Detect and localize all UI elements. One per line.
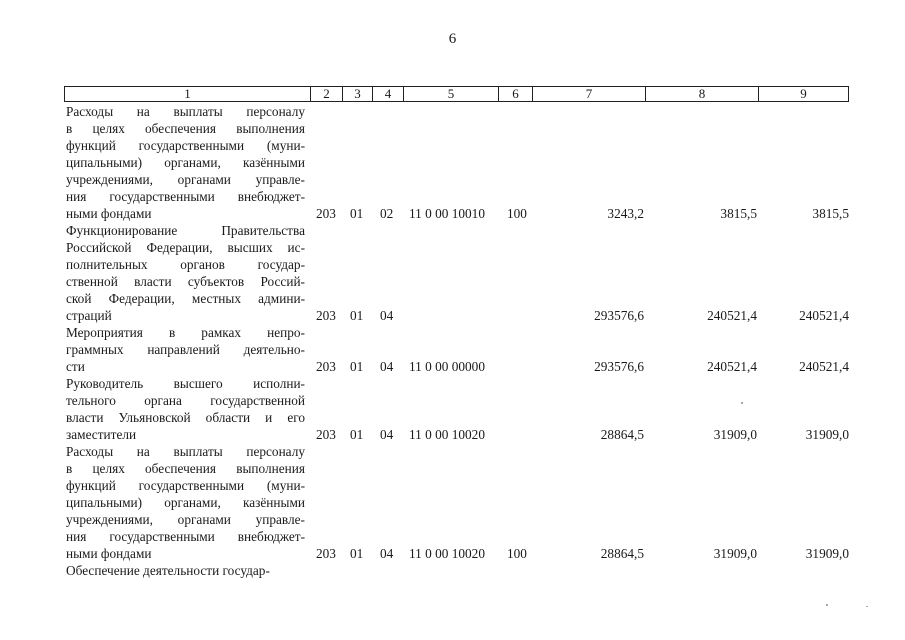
row-4-col-3: 01 — [350, 427, 364, 442]
row-2-line: Функционирование Правительства — [66, 223, 305, 238]
row-3-line: сти — [66, 359, 85, 374]
row-4-col-9: 31909,0 — [805, 427, 849, 442]
row-5-line: учреждениями, органами управле- — [66, 512, 305, 527]
row-2-line: ской Федерации, местных админи- — [66, 291, 305, 306]
row-1-line: функций государственными (муни- — [66, 138, 305, 153]
row-4-line: Руководитель высшего исполни- — [66, 376, 305, 391]
row-1-col-5: 11 0 00 10010 — [409, 206, 485, 221]
row-4-line: власти Ульяновской области и его — [66, 410, 305, 425]
scan-speck — [826, 604, 828, 606]
row-1-line: ния государственными внебюджет- — [66, 189, 305, 204]
header-col-1: 1 — [184, 86, 191, 101]
row-1-line: учреждениями, органами управле- — [66, 172, 305, 187]
row-5-line: функций государственными (муни- — [66, 478, 305, 493]
row-4-col-5: 11 0 00 10020 — [409, 427, 485, 442]
row-5-col-6: 100 — [507, 546, 527, 561]
row-3-col-9: 240521,4 — [799, 359, 849, 374]
row-1-line: ципальными) органами, казёнными — [66, 155, 305, 170]
row-5-col-5: 11 0 00 10020 — [409, 546, 485, 561]
row-6-line: Обеспечение деятельности государ- — [66, 563, 270, 578]
header-col-3: 3 — [342, 87, 372, 101]
row-2-col-4: 04 — [380, 308, 394, 323]
row-2-line: Российской Федерации, высших ис- — [66, 240, 305, 255]
row-5-col-4: 04 — [380, 546, 394, 561]
row-2-col-3: 01 — [350, 308, 364, 323]
row-2-col-9: 240521,4 — [799, 308, 849, 323]
row-5-col-3: 01 — [350, 546, 364, 561]
row-2-col-8: 240521,4 — [707, 308, 757, 323]
header-col-5: 5 — [403, 87, 498, 101]
row-1-col-4: 02 — [380, 206, 394, 221]
page-number: 6 — [448, 31, 457, 47]
row-1-col-9: 3815,5 — [812, 206, 849, 221]
row-3-col-7: 293576,6 — [594, 359, 644, 374]
row-4-description — [66, 375, 305, 443]
row-2-line: полнительных органов государ- — [66, 257, 305, 272]
row-5-description — [66, 443, 305, 562]
row-6-description — [66, 562, 305, 579]
row-3-line: Мероприятия в рамках непро- — [66, 325, 305, 340]
row-4-line: заместители — [66, 427, 137, 442]
row-3-line: граммных направлений деятельно- — [66, 342, 305, 357]
row-4-col-4: 04 — [380, 427, 394, 442]
row-1-line: в целях обеспечения выполнения — [66, 121, 305, 136]
row-5-line: в целях обеспечения выполнения — [66, 461, 305, 476]
row-1-line: ными фондами — [66, 206, 152, 221]
table-header-row — [64, 86, 849, 102]
row-1-col-8: 3815,5 — [720, 206, 757, 221]
row-4-col-2: 203 — [316, 427, 336, 442]
row-5-line: ципальными) органами, казёнными — [66, 495, 305, 510]
row-4-col-7: 28864,5 — [600, 427, 644, 442]
row-1-description — [66, 103, 305, 222]
row-3-description — [66, 324, 305, 375]
row-1-line: Расходы на выплаты персоналу — [66, 104, 305, 119]
scan-speck — [741, 402, 743, 404]
header-col-6: 6 — [498, 87, 532, 101]
row-2-description — [66, 222, 305, 324]
row-5-col-9: 31909,0 — [805, 546, 849, 561]
row-3-col-3: 01 — [350, 359, 364, 374]
row-3-col-4: 04 — [380, 359, 394, 374]
row-4-col-8: 31909,0 — [713, 427, 757, 442]
header-col-7: 7 — [532, 87, 645, 101]
row-4-line: тельного органа государственной — [66, 393, 305, 408]
row-5-line: ными фондами — [66, 546, 152, 561]
header-col-4: 4 — [372, 87, 403, 101]
row-3-col-8: 240521,4 — [707, 359, 757, 374]
row-1-col-6: 100 — [507, 206, 527, 221]
row-5-col-8: 31909,0 — [713, 546, 757, 561]
row-5-col-2: 203 — [316, 546, 336, 561]
row-1-col-2: 203 — [316, 206, 336, 221]
row-1-col-7: 3243,2 — [607, 206, 644, 221]
header-col-8: 8 — [645, 87, 758, 101]
row-2-col-7: 293576,6 — [594, 308, 644, 323]
row-1-col-3: 01 — [350, 206, 364, 221]
row-2-col-2: 203 — [316, 308, 336, 323]
row-5-line: ния государственными внебюджет- — [66, 529, 305, 544]
row-5-col-7: 28864,5 — [600, 546, 644, 561]
row-3-col-2: 203 — [316, 359, 336, 374]
header-col-9: 9 — [758, 87, 848, 101]
row-5-line: Расходы на выплаты персоналу — [66, 444, 305, 459]
scan-speck — [866, 606, 868, 607]
header-col-2: 2 — [310, 87, 342, 101]
row-3-col-5: 11 0 00 00000 — [409, 359, 485, 374]
row-2-line: страций — [66, 308, 112, 323]
row-2-line: ственной власти субъектов Россий- — [66, 274, 305, 289]
